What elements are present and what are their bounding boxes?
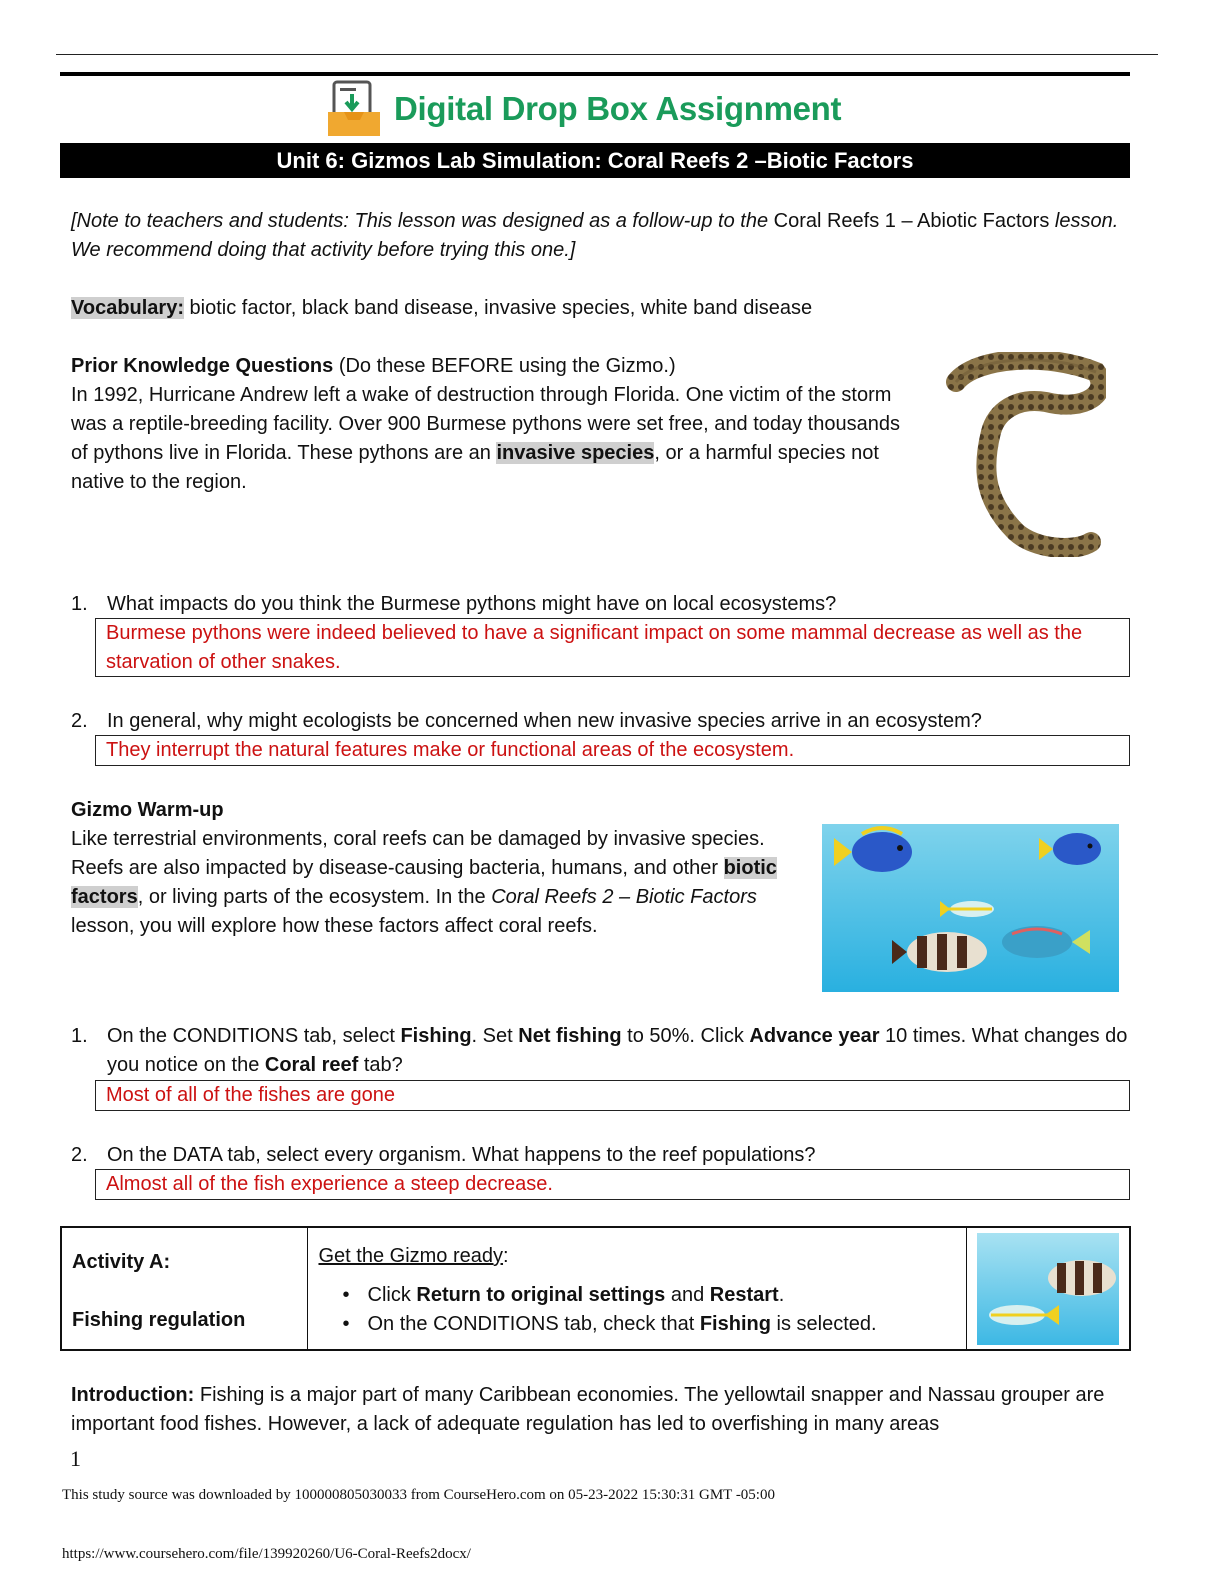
note-text-1: [Note to teachers and students: This lesson was designed as a follow-up to the (71, 210, 774, 232)
note-lesson-ref: Coral Reefs 1 – Abiotic Factors (773, 210, 1050, 232)
introduction-label: Introduction: (71, 1384, 195, 1406)
reef-fish-image (822, 824, 1119, 992)
b1-return-settings: Return to original settings (416, 1284, 666, 1306)
vocabulary-line (71, 294, 1136, 323)
header-thick-rule (60, 72, 1130, 76)
wq1-text-g: 10 times. What changes do you notice on the (107, 1025, 1128, 1076)
vocabulary-label: Vocabulary: (71, 297, 184, 319)
banner-title: Digital Drop Box Assignment (394, 90, 842, 127)
b1-text-e: . (778, 1284, 785, 1306)
pk-para-text-2: , or a harmful species not native to the region. (71, 442, 879, 493)
b1-restart: Restart (709, 1284, 779, 1306)
wq1-text-i: tab? (358, 1054, 403, 1076)
wq1-text-e: to 50%. Click (621, 1025, 750, 1047)
warmup-q1-answer-box[interactable]: Most of all of the fishes are gone (95, 1080, 1130, 1111)
invasive-species-term: invasive species (496, 442, 655, 464)
bullet-icon: • (342, 1313, 350, 1335)
wq1-net-fishing: Net fishing (518, 1025, 622, 1047)
b2-text-c: is selected. (770, 1313, 877, 1335)
prior-knowledge-section (71, 352, 921, 497)
footer-url[interactable]: https://www.coursehero.com/file/139920260/U6-Coral-Reefs2docx/ (62, 1546, 471, 1562)
bullet-icon: • (342, 1284, 350, 1306)
activity-label: Activity A: (72, 1251, 171, 1273)
b1-text-a: Click (367, 1284, 417, 1306)
activity-table (60, 1226, 1131, 1351)
biotic-factors-term: biotic factors (71, 857, 777, 908)
wq1-advance-year: Advance year (749, 1025, 880, 1047)
activity-title-cell (62, 1228, 308, 1349)
activity-bullet-2 (318, 1310, 956, 1339)
prior-knowledge-note: (Do these BEFORE using the Gizmo.) (333, 355, 676, 377)
pk-q2-answer-box[interactable]: They interrupt the natural features make or functional areas of the ecosystem. (95, 735, 1130, 766)
pk-q1-answer-box[interactable]: Burmese pythons were indeed believed to have a significant impact on some mammal decrease as well as the starvation of other snakes. (95, 618, 1130, 677)
activity-name: Fishing regulation (72, 1309, 246, 1331)
note-text-2: lesson. We recommend doing that activity before trying this one.] (71, 210, 1119, 261)
warmup-text-2: , or living parts of the ecosystem. In the (137, 886, 492, 908)
burmese-python-image (936, 352, 1106, 557)
pk-q1-number: 1. (71, 593, 88, 615)
warmup-q1-number: 1. (71, 1025, 88, 1047)
warmup-section (71, 796, 791, 941)
b1-text-c: and (665, 1284, 710, 1306)
warmup-heading: Gizmo Warm-up (71, 799, 224, 821)
warmup-q2-answer-box[interactable]: Almost all of the fish experience a steep decrease. (95, 1169, 1130, 1200)
warmup-lesson-title: Coral Reefs 2 – Biotic Factors (491, 886, 757, 908)
introduction-paragraph (71, 1381, 1141, 1439)
pk-para-text-1: In 1992, Hurricane Andrew left a wake of destruction through Florida. One victim of the storm was a reptile-breeding facility. Over 900 Burmese pythons were set free, and today thousands of pythons live in Florida. These pythons are an (71, 384, 900, 464)
note-paragraph (71, 207, 1136, 265)
activity-instructions-cell (308, 1228, 967, 1349)
wq1-text-a: On the CONDITIONS tab, select (107, 1025, 401, 1047)
wq1-fishing: Fishing (400, 1025, 472, 1047)
pk-q2-text: In general, why might ecologists be concerned when new invasive species arrive in an ecosystem? (107, 710, 982, 732)
prior-knowledge-paragraph (71, 381, 921, 497)
vocabulary-terms: biotic factor, black band disease, invasive species, white band disease (184, 297, 813, 319)
warmup-q2-number: 2. (71, 1144, 88, 1166)
unit-title: Unit 6: Gizmos Lab Simulation: Coral Reefs 2 –Biotic Factors (60, 143, 1130, 178)
introduction-text: Fishing is a major part of many Caribbean economies. The yellowtail snapper and Nassau grouper are important food fishes. However, a lack of adequate regulation has led to overfishing in many areas (71, 1384, 1105, 1435)
wq1-text-c: . Set (471, 1025, 519, 1047)
footer-source: This study source was downloaded by 100000805030033 from CourseHero.com on 05-23-2022 15:30:31 GMT -05:00 (62, 1487, 775, 1503)
header-thin-rule (56, 54, 1158, 55)
prior-knowledge-heading: Prior Knowledge Questions (71, 355, 334, 377)
page-number: 1 (70, 1446, 81, 1471)
b2-text-a: On the CONDITIONS tab, check that (367, 1313, 700, 1335)
warmup-paragraph (71, 825, 791, 941)
pk-q2-number: 2. (71, 710, 88, 732)
wq1-coral-reef: Coral reef (264, 1054, 359, 1076)
banner (326, 78, 841, 140)
get-ready-label: Get the Gizmo ready (318, 1245, 504, 1267)
get-ready-colon: : (503, 1245, 509, 1267)
b2-fishing: Fishing (699, 1313, 771, 1335)
fishing-fish-image (977, 1233, 1119, 1345)
activity-bullet-1 (318, 1281, 956, 1310)
drop-box-icon (326, 80, 382, 138)
activity-image-cell (967, 1228, 1129, 1349)
warmup-text-1: Like terrestrial environments, coral reefs can be damaged by invasive species. Reefs are also impacted by disease-causing bacteria, humans, and other (71, 828, 765, 879)
warmup-q2-text: On the DATA tab, select every organism. What happens to the reef populations? (107, 1144, 816, 1166)
warmup-text-3: lesson, you will explore how these factors affect coral reefs. (71, 915, 598, 937)
pk-q1-text: What impacts do you think the Burmese pythons might have on local ecosystems? (107, 593, 837, 615)
warmup-q1-text (107, 1022, 1142, 1080)
